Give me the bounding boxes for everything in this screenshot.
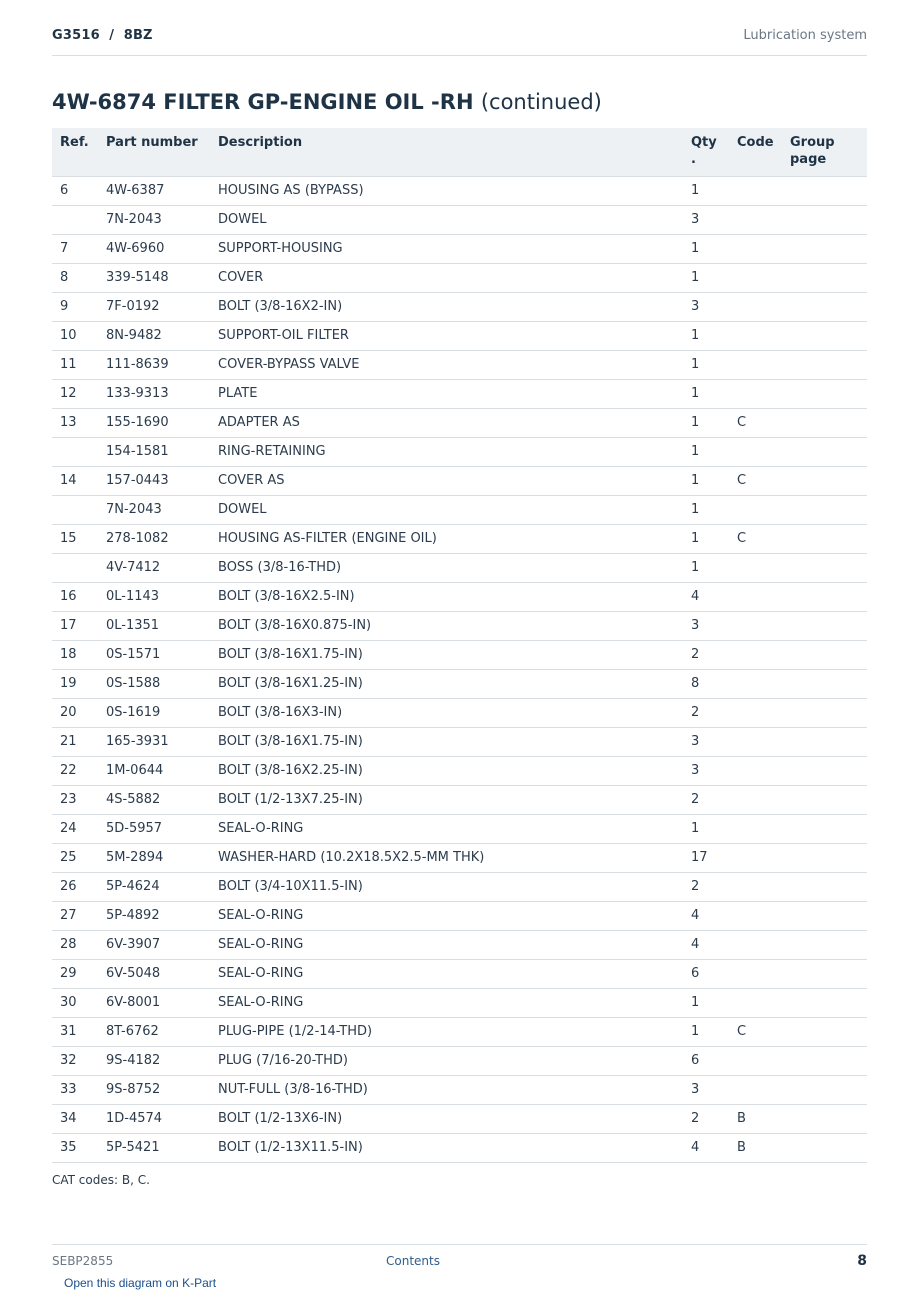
cell-code: B	[737, 1133, 790, 1162]
cell-part-number: 133-9313	[106, 379, 218, 408]
table-row	[52, 698, 867, 727]
table-row	[52, 408, 867, 437]
cell-code	[737, 234, 790, 263]
cell-part-number: 278-1082	[106, 524, 218, 553]
cell-description: HOUSING AS-FILTER (ENGINE OIL)	[218, 524, 691, 553]
cell-group-page	[790, 843, 867, 872]
cell-part-number: 7F-0192	[106, 292, 218, 321]
cell-code	[737, 611, 790, 640]
table-row	[52, 495, 867, 524]
cell-description: PLATE	[218, 379, 691, 408]
cell-qty: 4	[691, 901, 737, 930]
table-row	[52, 176, 867, 205]
cell-group-page	[790, 408, 867, 437]
page-header	[52, 28, 867, 56]
cell-description: HOUSING AS (BYPASS)	[218, 176, 691, 205]
cell-qty: 1	[691, 321, 737, 350]
cell-group-page	[790, 727, 867, 756]
col-group-page-header	[790, 128, 867, 176]
cell-ref: 31	[52, 1017, 106, 1046]
cell-part-number: 4V-7412	[106, 553, 218, 582]
cell-group-page	[790, 1133, 867, 1162]
cell-description: ADAPTER AS	[218, 408, 691, 437]
cell-description: WASHER-HARD (10.2X18.5X2.5-MM THK)	[218, 843, 691, 872]
cell-description: SEAL-O-RING	[218, 901, 691, 930]
cell-ref: 25	[52, 843, 106, 872]
parts-table-header	[52, 128, 867, 176]
table-row	[52, 756, 867, 785]
cell-qty: 1	[691, 263, 737, 292]
col-qty-header-line2: .	[691, 152, 696, 167]
cell-group-page	[790, 524, 867, 553]
table-row	[52, 785, 867, 814]
cell-qty: 2	[691, 872, 737, 901]
table-row	[52, 466, 867, 495]
footer-doc-number: SEBP2855	[52, 1254, 114, 1268]
cell-qty: 4	[691, 1133, 737, 1162]
cell-code	[737, 495, 790, 524]
cell-ref: 7	[52, 234, 106, 263]
cell-code	[737, 756, 790, 785]
cell-group-page	[790, 176, 867, 205]
table-row	[52, 930, 867, 959]
cell-code	[737, 669, 790, 698]
table-row	[52, 205, 867, 234]
cell-group-page	[790, 466, 867, 495]
cell-group-page	[790, 379, 867, 408]
cell-code	[737, 176, 790, 205]
cell-part-number: 4S-5882	[106, 785, 218, 814]
cell-code	[737, 785, 790, 814]
cell-group-page	[790, 495, 867, 524]
cell-code	[737, 843, 790, 872]
cell-group-page	[790, 263, 867, 292]
cell-ref: 23	[52, 785, 106, 814]
cell-description: BOLT (1/2-13X11.5-IN)	[218, 1133, 691, 1162]
cell-ref: 35	[52, 1133, 106, 1162]
cell-group-page	[790, 756, 867, 785]
cell-part-number: 9S-4182	[106, 1046, 218, 1075]
table-row	[52, 234, 867, 263]
cell-ref: 11	[52, 350, 106, 379]
cell-part-number: 4W-6960	[106, 234, 218, 263]
cell-code	[737, 930, 790, 959]
cell-part-number: 4W-6387	[106, 176, 218, 205]
cell-ref	[52, 205, 106, 234]
cell-code	[737, 437, 790, 466]
table-row	[52, 611, 867, 640]
cell-description: PLUG (7/16-20-THD)	[218, 1046, 691, 1075]
cell-part-number: 8N-9482	[106, 321, 218, 350]
cell-ref: 13	[52, 408, 106, 437]
cell-ref	[52, 495, 106, 524]
cell-description: BOLT (3/8-16X1.25-IN)	[218, 669, 691, 698]
table-row	[52, 1017, 867, 1046]
header-row	[52, 128, 867, 176]
table-row	[52, 727, 867, 756]
cell-group-page	[790, 321, 867, 350]
cell-group-page	[790, 901, 867, 930]
cell-qty: 1	[691, 814, 737, 843]
table-row	[52, 1046, 867, 1075]
cell-ref: 19	[52, 669, 106, 698]
cell-ref	[52, 437, 106, 466]
table-row	[52, 640, 867, 669]
cell-ref: 29	[52, 959, 106, 988]
cell-code: C	[737, 466, 790, 495]
cell-group-page	[790, 930, 867, 959]
cell-ref: 12	[52, 379, 106, 408]
cell-ref: 14	[52, 466, 106, 495]
cell-part-number: 0S-1588	[106, 669, 218, 698]
cell-description: PLUG-PIPE (1/2-14-THD)	[218, 1017, 691, 1046]
cell-ref: 27	[52, 901, 106, 930]
cell-description: SEAL-O-RING	[218, 959, 691, 988]
cell-qty: 6	[691, 959, 737, 988]
cell-description: COVER-BYPASS VALVE	[218, 350, 691, 379]
cell-qty: 3	[691, 756, 737, 785]
table-row	[52, 263, 867, 292]
cell-description: BOLT (1/2-13X7.25-IN)	[218, 785, 691, 814]
cell-qty: 3	[691, 1075, 737, 1104]
cell-qty: 1	[691, 988, 737, 1017]
cell-code	[737, 698, 790, 727]
table-row	[52, 988, 867, 1017]
cell-description: SEAL-O-RING	[218, 988, 691, 1017]
cell-ref: 9	[52, 292, 106, 321]
cell-qty: 8	[691, 669, 737, 698]
cell-part-number: 7N-2043	[106, 495, 218, 524]
cell-group-page	[790, 1017, 867, 1046]
cell-ref: 26	[52, 872, 106, 901]
cell-code	[737, 1075, 790, 1104]
col-ref-header: Ref.	[52, 128, 106, 176]
cell-ref: 34	[52, 1104, 106, 1133]
cell-description: COVER AS	[218, 466, 691, 495]
cell-description: BOSS (3/8-16-THD)	[218, 553, 691, 582]
cell-description: SEAL-O-RING	[218, 814, 691, 843]
cell-code	[737, 553, 790, 582]
cell-ref: 30	[52, 988, 106, 1017]
page-number: 8	[857, 1253, 867, 1269]
cell-group-page	[790, 669, 867, 698]
cell-part-number: 6V-5048	[106, 959, 218, 988]
cell-ref: 8	[52, 263, 106, 292]
cell-part-number: 0L-1351	[106, 611, 218, 640]
cell-qty: 2	[691, 640, 737, 669]
cell-qty: 17	[691, 843, 737, 872]
cell-part-number: 0L-1143	[106, 582, 218, 611]
cell-ref: 20	[52, 698, 106, 727]
cat-codes-note: CAT codes: B, C.	[52, 1173, 150, 1187]
cell-ref: 6	[52, 176, 106, 205]
page-title-main: 4W-6874 FILTER GP-ENGINE OIL -RH	[52, 90, 474, 114]
table-row	[52, 379, 867, 408]
parts-table	[52, 128, 867, 1163]
col-description-header: Description	[218, 128, 691, 176]
cell-code	[737, 582, 790, 611]
cell-description: SEAL-O-RING	[218, 930, 691, 959]
cell-code	[737, 292, 790, 321]
cell-qty: 1	[691, 437, 737, 466]
cell-description: RING-RETAINING	[218, 437, 691, 466]
cell-qty: 2	[691, 1104, 737, 1133]
cell-code	[737, 263, 790, 292]
cell-description: BOLT (3/8-16X1.75-IN)	[218, 727, 691, 756]
page-footer	[52, 1244, 867, 1274]
cell-description: BOLT (3/8-16X0.875-IN)	[218, 611, 691, 640]
parts-table-body	[52, 176, 867, 1162]
table-row	[52, 1133, 867, 1162]
cell-code	[737, 959, 790, 988]
cell-ref: 16	[52, 582, 106, 611]
cell-qty: 3	[691, 205, 737, 234]
cell-part-number: 5P-5421	[106, 1133, 218, 1162]
cell-group-page	[790, 292, 867, 321]
cell-part-number: 7N-2043	[106, 205, 218, 234]
cell-code	[737, 379, 790, 408]
cell-qty: 6	[691, 1046, 737, 1075]
cell-description: BOLT (3/8-16X2.5-IN)	[218, 582, 691, 611]
cell-group-page	[790, 872, 867, 901]
cell-qty: 2	[691, 698, 737, 727]
cell-ref	[52, 553, 106, 582]
cell-ref: 18	[52, 640, 106, 669]
cell-qty: 1	[691, 553, 737, 582]
cell-description: SUPPORT-HOUSING	[218, 234, 691, 263]
cell-group-page	[790, 553, 867, 582]
cell-qty: 4	[691, 582, 737, 611]
cell-ref: 24	[52, 814, 106, 843]
cell-ref: 32	[52, 1046, 106, 1075]
cell-qty: 4	[691, 930, 737, 959]
cell-part-number: 165-3931	[106, 727, 218, 756]
cell-part-number: 5P-4624	[106, 872, 218, 901]
table-row	[52, 1104, 867, 1133]
cell-part-number: 6V-8001	[106, 988, 218, 1017]
cell-group-page	[790, 814, 867, 843]
cell-group-page	[790, 1075, 867, 1104]
cell-qty: 1	[691, 350, 737, 379]
cell-code	[737, 872, 790, 901]
cell-ref: 33	[52, 1075, 106, 1104]
cell-qty: 3	[691, 611, 737, 640]
cell-code	[737, 321, 790, 350]
cell-code	[737, 1046, 790, 1075]
cell-description: NUT-FULL (3/8-16-THD)	[218, 1075, 691, 1104]
cell-group-page	[790, 582, 867, 611]
page-title-suffix: (continued)	[480, 90, 602, 114]
cell-part-number: 8T-6762	[106, 1017, 218, 1046]
cell-code: C	[737, 1017, 790, 1046]
table-row	[52, 843, 867, 872]
table-row	[52, 524, 867, 553]
cell-group-page	[790, 437, 867, 466]
table-row	[52, 814, 867, 843]
cell-part-number: 9S-8752	[106, 1075, 218, 1104]
cell-part-number: 154-1581	[106, 437, 218, 466]
cell-description: BOLT (3/4-10X11.5-IN)	[218, 872, 691, 901]
cell-part-number: 339-5148	[106, 263, 218, 292]
cell-group-page	[790, 1046, 867, 1075]
cell-description: COVER	[218, 263, 691, 292]
cell-description: DOWEL	[218, 495, 691, 524]
cell-code	[737, 205, 790, 234]
col-qty-header-line1: Qty	[691, 135, 717, 150]
section-label: Lubrication system	[743, 28, 867, 43]
col-group-header-line1: Group	[790, 135, 835, 150]
cell-part-number: 111-8639	[106, 350, 218, 379]
cell-part-number: 5P-4892	[106, 901, 218, 930]
col-part-number-header: Part number	[106, 128, 218, 176]
cell-qty: 3	[691, 292, 737, 321]
cell-part-number: 1M-0644	[106, 756, 218, 785]
cell-code	[737, 814, 790, 843]
cell-part-number: 157-0443	[106, 466, 218, 495]
cell-qty: 1	[691, 379, 737, 408]
cell-group-page	[790, 640, 867, 669]
cell-part-number: 0S-1571	[106, 640, 218, 669]
cell-qty: 1	[691, 495, 737, 524]
cell-code	[737, 988, 790, 1017]
cell-group-page	[790, 350, 867, 379]
cell-qty: 1	[691, 466, 737, 495]
cell-ref: 17	[52, 611, 106, 640]
cell-qty: 3	[691, 727, 737, 756]
table-row	[52, 553, 867, 582]
cell-part-number: 0S-1619	[106, 698, 218, 727]
cell-code	[737, 350, 790, 379]
cell-code: C	[737, 408, 790, 437]
cell-part-number: 5M-2894	[106, 843, 218, 872]
cell-code: B	[737, 1104, 790, 1133]
table-row	[52, 292, 867, 321]
table-row	[52, 582, 867, 611]
page-title	[52, 90, 602, 114]
cell-part-number: 1D-4574	[106, 1104, 218, 1133]
cell-group-page	[790, 205, 867, 234]
cell-code	[737, 640, 790, 669]
doc-code: G3516 / 8BZ	[52, 28, 153, 43]
table-row	[52, 1075, 867, 1104]
table-row	[52, 872, 867, 901]
table-row	[52, 959, 867, 988]
cell-qty: 1	[691, 1017, 737, 1046]
col-code-header: Code	[737, 128, 790, 176]
col-qty-header	[691, 128, 737, 176]
open-kpart-diagram-link[interactable]: Open this diagram on K-Part	[64, 1276, 217, 1290]
cell-group-page	[790, 785, 867, 814]
cell-qty: 2	[691, 785, 737, 814]
cell-group-page	[790, 234, 867, 263]
cell-group-page	[790, 959, 867, 988]
cell-description: BOLT (3/8-16X2.25-IN)	[218, 756, 691, 785]
cell-ref: 15	[52, 524, 106, 553]
col-group-header-line2: page	[790, 152, 827, 167]
cell-ref: 10	[52, 321, 106, 350]
cell-part-number: 6V-3907	[106, 930, 218, 959]
cell-ref: 22	[52, 756, 106, 785]
cell-qty: 1	[691, 234, 737, 263]
cell-description: BOLT (1/2-13X6-IN)	[218, 1104, 691, 1133]
cell-group-page	[790, 988, 867, 1017]
table-row	[52, 901, 867, 930]
cell-ref: 28	[52, 930, 106, 959]
cell-part-number: 5D-5957	[106, 814, 218, 843]
cell-group-page	[790, 1104, 867, 1133]
cell-code: C	[737, 524, 790, 553]
table-row	[52, 437, 867, 466]
cell-description: BOLT (3/8-16X1.75-IN)	[218, 640, 691, 669]
cell-code	[737, 901, 790, 930]
cell-description: DOWEL	[218, 205, 691, 234]
cell-qty: 1	[691, 408, 737, 437]
cell-qty: 1	[691, 176, 737, 205]
cell-description: BOLT (3/8-16X2-IN)	[218, 292, 691, 321]
table-row	[52, 350, 867, 379]
cell-description: BOLT (3/8-16X3-IN)	[218, 698, 691, 727]
cell-code	[737, 727, 790, 756]
table-row	[52, 321, 867, 350]
table-row	[52, 669, 867, 698]
cell-qty: 1	[691, 524, 737, 553]
cell-part-number: 155-1690	[106, 408, 218, 437]
contents-link[interactable]: Contents	[386, 1254, 440, 1268]
cell-ref: 21	[52, 727, 106, 756]
cell-group-page	[790, 611, 867, 640]
cell-group-page	[790, 698, 867, 727]
cell-description: SUPPORT-OIL FILTER	[218, 321, 691, 350]
